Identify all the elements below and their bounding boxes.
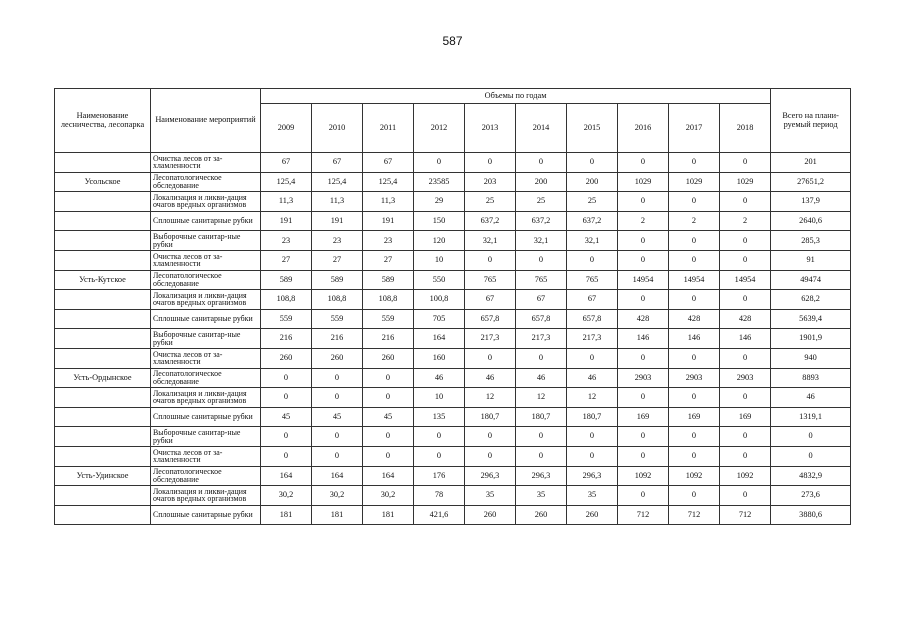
- year-value: 1092: [720, 466, 771, 486]
- table-row: [55, 270, 851, 290]
- year-value: 712: [669, 505, 720, 525]
- year-value: 164: [414, 329, 465, 349]
- year-value: 217,3: [567, 329, 618, 349]
- table-row: [55, 329, 851, 349]
- year-value: 0: [567, 446, 618, 466]
- year-value: 32,1: [567, 231, 618, 251]
- year-value: 146: [618, 329, 669, 349]
- year-value: 559: [312, 309, 363, 329]
- year-value: 0: [465, 446, 516, 466]
- event-name: Очистка лесов от за-хламленности: [151, 446, 261, 466]
- year-value: 559: [261, 309, 312, 329]
- year-value: 0: [720, 153, 771, 173]
- year-value: 0: [669, 486, 720, 506]
- event-name: Очистка лесов от за-хламленности: [151, 153, 261, 173]
- table-row: [55, 446, 851, 466]
- year-value: 216: [312, 329, 363, 349]
- event-name: Сплошные санитарные рубки: [151, 309, 261, 329]
- year-value: 705: [414, 309, 465, 329]
- year-value: 12: [567, 388, 618, 408]
- year-value: 0: [465, 250, 516, 270]
- total-value: 27651,2: [771, 172, 851, 192]
- year-value: 0: [312, 368, 363, 388]
- year-value: 32,1: [465, 231, 516, 251]
- year-value: 23585: [414, 172, 465, 192]
- year-value: 30,2: [312, 486, 363, 506]
- year-value: 428: [720, 309, 771, 329]
- year-value: 657,8: [567, 309, 618, 329]
- year-value: 11,3: [363, 192, 414, 212]
- table-row: [55, 211, 851, 231]
- year-value: 260: [312, 348, 363, 368]
- year-value: 100,8: [414, 290, 465, 310]
- table-row: [55, 466, 851, 486]
- event-name: Очистка лесов от за-хламленности: [151, 250, 261, 270]
- year-value: 0: [669, 153, 720, 173]
- year-value: 0: [363, 446, 414, 466]
- year-value: 0: [618, 486, 669, 506]
- year-value: 217,3: [465, 329, 516, 349]
- year-value: 216: [261, 329, 312, 349]
- year-value: 296,3: [516, 466, 567, 486]
- year-value: 135: [414, 407, 465, 427]
- year-value: 0: [669, 231, 720, 251]
- year-value: 108,8: [261, 290, 312, 310]
- table-row: [55, 505, 851, 525]
- year-value: 0: [516, 348, 567, 368]
- forestry-name: [55, 446, 151, 466]
- year-value: 180,7: [567, 407, 618, 427]
- event-name: Лесопатологическое обследование: [151, 270, 261, 290]
- year-value: 200: [567, 172, 618, 192]
- forestry-name: [55, 329, 151, 349]
- year-value: 180,7: [516, 407, 567, 427]
- year-value: 421,6: [414, 505, 465, 525]
- year-value: 0: [363, 388, 414, 408]
- event-name: Выборочные санитар-ные рубки: [151, 329, 261, 349]
- forestry-name: Усть-Кутское: [55, 270, 151, 290]
- year-value: 200: [516, 172, 567, 192]
- year-value: 1029: [669, 172, 720, 192]
- event-name: Сплошные санитарные рубки: [151, 505, 261, 525]
- forestry-name: [55, 427, 151, 447]
- year-value: 35: [465, 486, 516, 506]
- year-value: 0: [567, 427, 618, 447]
- year-value: 46: [567, 368, 618, 388]
- year-value: 765: [567, 270, 618, 290]
- year-value: 2903: [720, 368, 771, 388]
- year-value: 216: [363, 329, 414, 349]
- header-year: 2013: [465, 104, 516, 153]
- table-row: [55, 231, 851, 251]
- year-value: 12: [516, 388, 567, 408]
- year-value: 0: [618, 231, 669, 251]
- year-value: 160: [414, 348, 465, 368]
- year-value: 0: [669, 446, 720, 466]
- year-value: 11,3: [261, 192, 312, 212]
- total-value: 5639,4: [771, 309, 851, 329]
- year-value: 2903: [669, 368, 720, 388]
- year-value: 29: [414, 192, 465, 212]
- year-value: 46: [414, 368, 465, 388]
- table-row: [55, 388, 851, 408]
- year-value: 169: [618, 407, 669, 427]
- year-value: 0: [414, 446, 465, 466]
- year-value: 67: [465, 290, 516, 310]
- year-value: 0: [567, 348, 618, 368]
- year-value: 23: [261, 231, 312, 251]
- year-value: 260: [261, 348, 312, 368]
- year-value: 2: [618, 211, 669, 231]
- year-value: 0: [312, 427, 363, 447]
- total-value: 3880,6: [771, 505, 851, 525]
- forestry-name: [55, 290, 151, 310]
- event-name: Выборочные санитар-ные рубки: [151, 231, 261, 251]
- year-value: 0: [516, 153, 567, 173]
- year-value: 27: [261, 250, 312, 270]
- forestry-name: [55, 309, 151, 329]
- year-value: 0: [720, 427, 771, 447]
- year-value: 108,8: [312, 290, 363, 310]
- total-value: 0: [771, 446, 851, 466]
- year-value: 0: [618, 388, 669, 408]
- header-year: 2012: [414, 104, 465, 153]
- year-value: 125,4: [261, 172, 312, 192]
- year-value: 30,2: [363, 486, 414, 506]
- year-value: 0: [669, 348, 720, 368]
- year-value: 0: [414, 427, 465, 447]
- page-number: 587: [442, 34, 463, 48]
- header-year: 2015: [567, 104, 618, 153]
- year-value: 0: [669, 192, 720, 212]
- total-value: 137,9: [771, 192, 851, 212]
- year-value: 46: [516, 368, 567, 388]
- year-value: 14954: [618, 270, 669, 290]
- year-value: 712: [618, 505, 669, 525]
- year-value: 0: [720, 231, 771, 251]
- table-row: [55, 407, 851, 427]
- header-year: 2010: [312, 104, 363, 153]
- year-value: 260: [516, 505, 567, 525]
- year-value: 120: [414, 231, 465, 251]
- year-value: 0: [720, 250, 771, 270]
- total-value: 940: [771, 348, 851, 368]
- year-value: 45: [261, 407, 312, 427]
- year-value: 765: [465, 270, 516, 290]
- year-value: 23: [363, 231, 414, 251]
- total-value: 91: [771, 250, 851, 270]
- year-value: 0: [465, 153, 516, 173]
- total-value: 0: [771, 427, 851, 447]
- year-value: 46: [465, 368, 516, 388]
- year-value: 1029: [618, 172, 669, 192]
- year-value: 67: [567, 290, 618, 310]
- total-value: 628,2: [771, 290, 851, 310]
- year-value: 146: [720, 329, 771, 349]
- year-value: 191: [261, 211, 312, 231]
- header-volumes-by-year: Объемы по годам: [261, 89, 771, 104]
- total-value: 1319,1: [771, 407, 851, 427]
- year-value: 164: [261, 466, 312, 486]
- year-value: 0: [261, 427, 312, 447]
- year-value: 191: [312, 211, 363, 231]
- total-value: 1901,9: [771, 329, 851, 349]
- year-value: 181: [312, 505, 363, 525]
- year-value: 164: [363, 466, 414, 486]
- year-value: 296,3: [465, 466, 516, 486]
- year-value: 181: [363, 505, 414, 525]
- year-value: 712: [720, 505, 771, 525]
- table-row: [55, 368, 851, 388]
- year-value: 67: [261, 153, 312, 173]
- year-value: 0: [261, 368, 312, 388]
- year-value: 0: [669, 290, 720, 310]
- year-value: 0: [363, 368, 414, 388]
- year-value: 0: [516, 250, 567, 270]
- year-value: 32,1: [516, 231, 567, 251]
- year-value: 0: [567, 250, 618, 270]
- year-value: 25: [516, 192, 567, 212]
- header-forestry: Наименование лесничества, лесопарка: [55, 89, 151, 153]
- year-value: 260: [465, 505, 516, 525]
- year-value: 176: [414, 466, 465, 486]
- year-value: 125,4: [363, 172, 414, 192]
- table-row: [55, 153, 851, 173]
- year-value: 0: [516, 446, 567, 466]
- year-value: 428: [669, 309, 720, 329]
- year-value: 0: [618, 290, 669, 310]
- year-value: 765: [516, 270, 567, 290]
- year-value: 637,2: [516, 211, 567, 231]
- forestry-name: Усольское: [55, 172, 151, 192]
- event-name: Лесопатологическое обследование: [151, 368, 261, 388]
- year-value: 0: [669, 250, 720, 270]
- forestry-name: [55, 407, 151, 427]
- year-value: 14954: [669, 270, 720, 290]
- year-value: 1029: [720, 172, 771, 192]
- year-value: 0: [465, 427, 516, 447]
- year-value: 2: [669, 211, 720, 231]
- forestry-name: [55, 348, 151, 368]
- table-row: [55, 290, 851, 310]
- header-year: 2014: [516, 104, 567, 153]
- year-value: 657,8: [516, 309, 567, 329]
- forestry-name: [55, 153, 151, 173]
- year-value: 11,3: [312, 192, 363, 212]
- header-total: Всего на плани-руемый период: [771, 89, 851, 153]
- year-value: 67: [516, 290, 567, 310]
- year-value: 35: [567, 486, 618, 506]
- table-row: [55, 348, 851, 368]
- year-value: 0: [312, 388, 363, 408]
- year-value: 14954: [720, 270, 771, 290]
- year-value: 0: [261, 446, 312, 466]
- forestry-name: [55, 192, 151, 212]
- year-value: 589: [312, 270, 363, 290]
- forestry-name: [55, 505, 151, 525]
- year-value: 0: [720, 486, 771, 506]
- year-value: 67: [363, 153, 414, 173]
- year-value: 589: [363, 270, 414, 290]
- year-value: 12: [465, 388, 516, 408]
- year-value: 146: [669, 329, 720, 349]
- event-name: Сплошные санитарные рубки: [151, 211, 261, 231]
- forestry-name: [55, 211, 151, 231]
- year-value: 0: [669, 427, 720, 447]
- year-value: 559: [363, 309, 414, 329]
- header-year: 2017: [669, 104, 720, 153]
- year-value: 67: [312, 153, 363, 173]
- forestry-name: Усть-Ордынское: [55, 368, 151, 388]
- table-row: [55, 486, 851, 506]
- event-name: Локализация и ликви-дация очагов вредных организмов: [151, 388, 261, 408]
- table-body: [55, 153, 851, 525]
- year-value: 78: [414, 486, 465, 506]
- year-value: 2: [720, 211, 771, 231]
- forest-protection-table: [54, 88, 851, 525]
- forestry-name: [55, 231, 151, 251]
- event-name: Локализация и ликви-дация очагов вредных организмов: [151, 192, 261, 212]
- year-value: 0: [720, 388, 771, 408]
- year-value: 10: [414, 250, 465, 270]
- header-year: 2018: [720, 104, 771, 153]
- year-value: 0: [720, 348, 771, 368]
- year-value: 0: [567, 153, 618, 173]
- table-row: [55, 427, 851, 447]
- year-value: 0: [618, 153, 669, 173]
- year-value: 203: [465, 172, 516, 192]
- year-value: 550: [414, 270, 465, 290]
- year-value: 23: [312, 231, 363, 251]
- total-value: 273,6: [771, 486, 851, 506]
- total-value: 201: [771, 153, 851, 173]
- total-value: 285,3: [771, 231, 851, 251]
- total-value: 49474: [771, 270, 851, 290]
- header-event: Наименование мероприятий: [151, 89, 261, 153]
- table-row: [55, 309, 851, 329]
- total-value: 4832,9: [771, 466, 851, 486]
- year-value: 45: [312, 407, 363, 427]
- year-value: 0: [720, 192, 771, 212]
- year-value: 125,4: [312, 172, 363, 192]
- year-value: 657,8: [465, 309, 516, 329]
- total-value: 2640,6: [771, 211, 851, 231]
- event-name: Локализация и ликви-дация очагов вредных организмов: [151, 290, 261, 310]
- forestry-name: Усть-Удинское: [55, 466, 151, 486]
- year-value: 0: [618, 250, 669, 270]
- event-name: Локализация и ликви-дация очагов вредных организмов: [151, 486, 261, 506]
- year-value: 0: [414, 153, 465, 173]
- event-name: Лесопатологическое обследование: [151, 172, 261, 192]
- year-value: 0: [618, 427, 669, 447]
- year-value: 1092: [618, 466, 669, 486]
- year-value: 296,3: [567, 466, 618, 486]
- year-value: 0: [618, 192, 669, 212]
- forestry-name: [55, 388, 151, 408]
- year-value: 25: [465, 192, 516, 212]
- year-value: 0: [312, 446, 363, 466]
- year-value: 35: [516, 486, 567, 506]
- event-name: Очистка лесов от за-хламленности: [151, 348, 261, 368]
- forestry-name: [55, 250, 151, 270]
- year-value: 191: [363, 211, 414, 231]
- year-value: 0: [618, 446, 669, 466]
- year-value: 10: [414, 388, 465, 408]
- forestry-name: [55, 486, 151, 506]
- event-name: Лесопатологическое обследование: [151, 466, 261, 486]
- year-value: 169: [669, 407, 720, 427]
- event-name: Сплошные санитарные рубки: [151, 407, 261, 427]
- table-header: [55, 89, 851, 153]
- year-value: 2903: [618, 368, 669, 388]
- year-value: 637,2: [465, 211, 516, 231]
- year-value: 27: [363, 250, 414, 270]
- year-value: 1092: [669, 466, 720, 486]
- year-value: 0: [516, 427, 567, 447]
- table-row: [55, 172, 851, 192]
- year-value: 27: [312, 250, 363, 270]
- year-value: 164: [312, 466, 363, 486]
- year-value: 0: [720, 290, 771, 310]
- total-value: 46: [771, 388, 851, 408]
- year-value: 0: [669, 388, 720, 408]
- year-value: 0: [363, 427, 414, 447]
- year-value: 180,7: [465, 407, 516, 427]
- year-value: 45: [363, 407, 414, 427]
- year-value: 260: [363, 348, 414, 368]
- year-value: 25: [567, 192, 618, 212]
- year-value: 217,3: [516, 329, 567, 349]
- year-value: 30,2: [261, 486, 312, 506]
- year-value: 428: [618, 309, 669, 329]
- total-value: 8893: [771, 368, 851, 388]
- year-value: 0: [261, 388, 312, 408]
- year-value: 150: [414, 211, 465, 231]
- header-year: 2016: [618, 104, 669, 153]
- year-value: 0: [465, 348, 516, 368]
- year-value: 169: [720, 407, 771, 427]
- table-row: [55, 250, 851, 270]
- year-value: 637,2: [567, 211, 618, 231]
- header-year: 2011: [363, 104, 414, 153]
- year-value: 0: [618, 348, 669, 368]
- table-row: [55, 192, 851, 212]
- year-value: 260: [567, 505, 618, 525]
- year-value: 589: [261, 270, 312, 290]
- year-value: 181: [261, 505, 312, 525]
- year-value: 108,8: [363, 290, 414, 310]
- event-name: Выборочные санитар-ные рубки: [151, 427, 261, 447]
- header-year: 2009: [261, 104, 312, 153]
- year-value: 0: [720, 446, 771, 466]
